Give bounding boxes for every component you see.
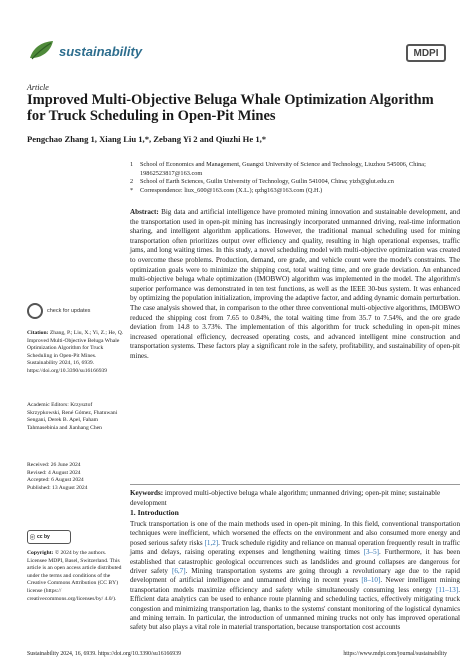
- affiliation-2: 2 School of Earth Sciences, Guilin University of Technology, Guilin 541004, China; yizb@glut.edu.cn: [130, 178, 394, 185]
- copyright: Copyright: © 2024 by the authors. Licensee MDPI, Basel, Switzerland. This article is an open access article distributed under the terms and conditions of the Creative Commons Attribution (CC BY) license (https:// creativecommons.org/licenses/by/ 4.0/).: [27, 550, 122, 602]
- citation-block: Citation: Zhang, P.; Liu, X.; Yi, Z.; He, Q. Improved Multi-Objective Beluga Whale Optimization Algorithm for Truck Scheduling in Open-Pit Mines. Sustainability 2024, 16, 6939. https://doi.org/10.3390/su16166939: [27, 330, 124, 374]
- mdpi-logo[interactable]: MDPI: [406, 44, 446, 62]
- section-heading: 1. Introduction: [130, 508, 179, 517]
- refresh-icon: [27, 303, 43, 319]
- keywords-text: improved multi-objective beluga whale algorithm; unmanned driving; open-pit mine; sustainable development: [130, 489, 441, 507]
- dates: [27, 462, 125, 492]
- footer-doi[interactable]: Sustainability 2024, 16, 6939. https://doi.org/10.3390/su16166939: [27, 651, 181, 657]
- correspondence: * Correspondence: liux_600@163.com (X.L.); qzhg163@163.com (Q.H.): [130, 186, 323, 194]
- received-date: Received: 26 June 2024: [27, 462, 81, 468]
- affiliation-1: 1 School of Economics and Management, Guangxi University of Science and Technology, Liuzhou 545006, China; 19862523817@163.com: [130, 161, 426, 177]
- leaf-icon: [27, 38, 57, 62]
- updates-label: check for updates: [47, 307, 91, 314]
- citation-link[interactable]: [8–10]: [361, 576, 381, 585]
- citation-link[interactable]: [11–13]: [436, 585, 459, 594]
- abstract-text: Big data and artificial intelligence have promoted mining innovation and sustainable development, and the transportation used in open-pit mining has increasingly incorporated unmanned driving, real-time information sharing, and intelligent algorithm applications. However, the traditional manual scheduling used for mining transportation often prioritizes output over efficiency and quality, resulting in high operational expenses, traffic jams, and long waiting times. In this study, a novel scheduling model with multi-objective optimization was created to overcome these problems. Production, demand, ore grade, and vehicle count were the model's constraints. The optimization goals were to minimize the shipping cost, total waiting time, and ore grade deviation. An enhanced multi-objective beluga whale optimization (IMOBWO) algorithm was implemented in the model. The algorithm's superior performance was demonstrated in ten test functions, as well as the IEEE 30-bus system. It was enhanced by optimizing the population initialization, improving the adaptive factor, and adding dynamic domain perturbation. The case analysis showed that, in comparison to the other three conventional multi-objective algorithms, IMOBWO reduced the shipping cost from 7.65 to 0.84%, the total waiting time from 35.7 to 7.54%, and the ore grade deviation from 14.8 to 3.73%. The implementation of this algorithm for truck scheduling in open-pit mines increased operational efficiency, decreased operating costs, and advanced intelligent mine construction and transportation systems. These factors play a significant role in the safety, profitability, and sustainability of open-pit mines.: [130, 208, 460, 360]
- abstract-label: Abstract:: [130, 208, 159, 216]
- academic-editors: Academic Editors: Krzysztof Skrzypkowski, René Gómez, Fhatuwani Sengani, Derek B. Apel, Faham Tahmasebinia and Jianhang Chen: [27, 402, 118, 431]
- abstract: [130, 208, 460, 362]
- cc-icon: ⓒ: [30, 534, 36, 541]
- intro-paragraph: Truck transportation is one of the main methods used in open-pit mining. In this field, conventional transportation techniques were inefficient, which worsened the effects on the environment and also consumed more energy and posed serious safety risks [1,2]. Truck schedule rigidity and reliance on manual operation frequently result in traffic jams and delays, raising operating expenses and lengthening waiting times [3–5]. Furthermore, it has been established that catastrophic geological occurrences such as landslides and ground collapses are dangerous for driver safety [6,7]. Mining transportation systems are going through a revolutionary age due to the rapid development of artificial intelligence and unmanned driving in recent years [8–10]. Newer intelligent mining transportation models maximize efficiency and safety while simultaneously consuming less energy [11–13]. Efficient data analytics can be used to enhance route planning and scheduling tactics, effectively mitigating truck congestion and minimizing transportation lag, thanks to the systems' constant monitoring of the logistical dynamics and mining terrain. In particular, the introduction of unmanned mining trucks not only has improved operational safety but also plays a vital role in material transportation, because transportation cost accounts: [130, 520, 460, 632]
- author-list: Pengchao Zhang 1, Xiang Liu 1,*, Zebang Yi 2 and Qiuzhi He 1,*: [27, 134, 267, 144]
- published-date: Published: 13 August 2024: [27, 484, 88, 491]
- citation-link[interactable]: [1,2]: [204, 538, 219, 547]
- keywords: [130, 489, 460, 508]
- article-title: Improved Multi-Objective Beluga Whale Optimization Algorithm for Truck Scheduling in Open-Pit Mines: [27, 92, 434, 124]
- citation-link[interactable]: [6,7]: [172, 567, 186, 576]
- affiliations: [130, 161, 460, 195]
- journal-name[interactable]: sustainability: [59, 44, 143, 59]
- citation-link[interactable]: [3–5]: [363, 548, 379, 557]
- article-type: Article: [27, 83, 49, 92]
- check-for-updates-button[interactable]: [27, 300, 97, 322]
- page-footer: [27, 651, 447, 657]
- revised-date: Revised: 4 August 2024: [27, 469, 81, 476]
- accepted-date: Accepted: 6 August 2024: [27, 477, 84, 484]
- cc-license-badge[interactable]: ⓒ cc by: [27, 530, 71, 544]
- footer-journal-url[interactable]: https://www.mdpi.com/journal/sustainability: [343, 651, 447, 657]
- keywords-label: Keywords:: [130, 489, 164, 497]
- divider: [130, 484, 460, 485]
